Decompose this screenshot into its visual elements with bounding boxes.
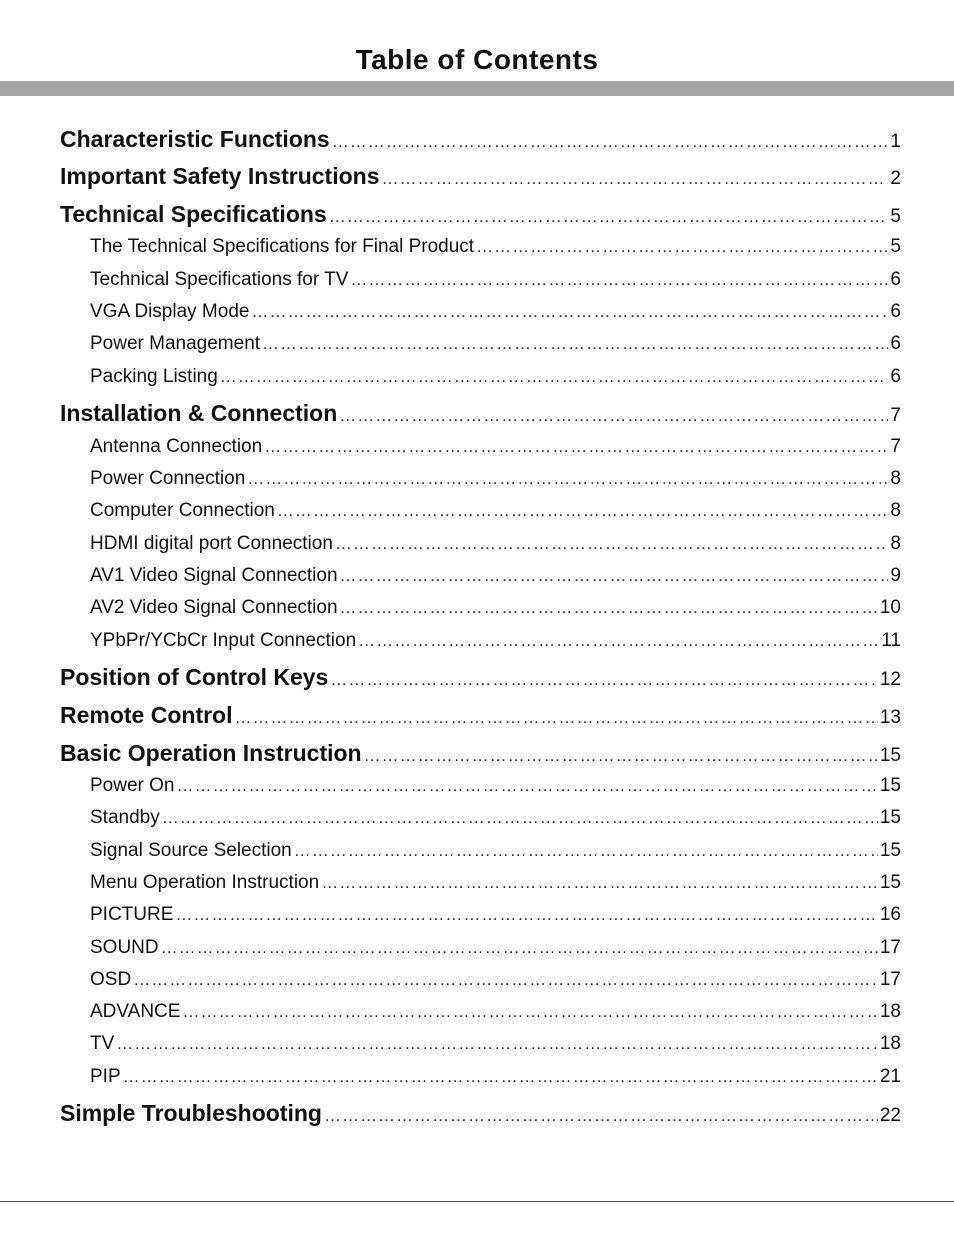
- page-title: Table of Contents: [355, 44, 599, 75]
- toc-entry[interactable]: [90, 807, 901, 829]
- dot-leader: [116, 1034, 878, 1054]
- toc-entry-page: 18: [879, 1033, 901, 1054]
- header-bar: [0, 81, 954, 96]
- toc-entry[interactable]: [60, 740, 901, 767]
- toc-entry-page: 10: [879, 597, 901, 618]
- toc-entry[interactable]: [90, 236, 901, 258]
- toc-entry-label: Simple Troubleshooting: [60, 1100, 322, 1126]
- dot-leader: [247, 469, 888, 489]
- toc-entry-label: VGA Display Mode: [90, 301, 250, 322]
- toc-entry-label: Remote Control: [60, 702, 233, 728]
- toc-entry-page: 15: [879, 807, 901, 828]
- toc-entry-label: Menu Operation Instruction: [90, 872, 320, 893]
- toc-entry-page: 17: [879, 937, 901, 958]
- dot-leader: [476, 237, 888, 257]
- toc-entry[interactable]: [60, 400, 901, 427]
- toc-entry-page: 6: [890, 301, 901, 322]
- toc-entry-page: 8: [890, 468, 901, 489]
- dot-leader: [332, 132, 889, 152]
- toc-entry-page: 9: [890, 565, 901, 586]
- toc-entry-page: 6: [890, 333, 901, 354]
- toc-entry-page: 1: [890, 131, 901, 152]
- dot-leader: [294, 841, 878, 861]
- footer-rule: [0, 1201, 954, 1202]
- dot-leader: [329, 207, 889, 227]
- toc-entry-page: 13: [879, 707, 901, 728]
- dot-leader: [235, 708, 878, 728]
- toc-entry-page: 22: [879, 1105, 901, 1126]
- dot-leader: [264, 437, 888, 457]
- toc-entry-page: 21: [879, 1066, 901, 1087]
- toc-entry[interactable]: [90, 366, 901, 388]
- toc-entry-page: 8: [890, 533, 901, 554]
- toc-entry[interactable]: [60, 702, 901, 729]
- toc-entry-label: Important Safety Instructions: [60, 163, 380, 189]
- toc-entry-label: OSD: [90, 969, 132, 990]
- toc-entry[interactable]: [60, 201, 901, 228]
- toc-entry-page: 15: [879, 872, 901, 893]
- toc-entry-label: Position of Control Keys: [60, 664, 329, 690]
- toc-entry[interactable]: [90, 500, 901, 522]
- toc-entry-page: 15: [879, 745, 901, 766]
- toc-entry[interactable]: [90, 468, 901, 490]
- toc-entry[interactable]: [90, 565, 901, 587]
- toc-entry[interactable]: [60, 1100, 901, 1127]
- dot-leader: [262, 334, 888, 354]
- toc-entry-page: 12: [879, 669, 901, 690]
- toc-entry-label: Power On: [90, 775, 175, 796]
- toc-entry[interactable]: [90, 533, 901, 555]
- toc-entry[interactable]: [90, 333, 901, 355]
- toc-entry-page: 6: [890, 366, 901, 387]
- toc-entry-label: Technical Specifications: [60, 201, 327, 227]
- toc-entry-page: 7: [890, 436, 901, 457]
- dot-leader: [358, 631, 879, 651]
- dot-leader: [350, 270, 888, 290]
- toc-entry-page: 11: [881, 630, 901, 651]
- toc-entry-page: 5: [890, 236, 901, 257]
- dot-leader: [381, 169, 888, 189]
- toc-entry-page: 15: [879, 840, 901, 861]
- toc-entry-label: Power Connection: [90, 468, 246, 489]
- toc-entry-label: AV2 Video Signal Connection: [90, 597, 338, 618]
- toc-entry-label: Computer Connection: [90, 500, 275, 521]
- toc-entry-page: 8: [890, 500, 901, 521]
- dot-leader: [251, 302, 888, 322]
- toc-entry-page: 17: [879, 969, 901, 990]
- toc-entry-label: AV1 Video Signal Connection: [90, 565, 338, 586]
- dot-leader: [277, 501, 889, 521]
- toc-entry-page: 15: [879, 775, 901, 796]
- toc-entry-page: 6: [890, 269, 901, 290]
- toc-entry-page: 7: [890, 405, 901, 426]
- toc-entry-label: Characteristic Functions: [60, 126, 330, 152]
- toc-entry-label: PICTURE: [90, 904, 174, 925]
- toc-entry-label: The Technical Specifications for Final Product: [90, 236, 475, 257]
- toc-entry[interactable]: [90, 904, 901, 926]
- toc-entry-label: HDMI digital port Connection: [90, 533, 333, 554]
- toc-entry-page: 16: [879, 904, 901, 925]
- toc-entry-label: Basic Operation Instruction: [60, 740, 362, 766]
- toc-entry[interactable]: [90, 969, 901, 991]
- toc-entry-label: Power Management: [90, 333, 261, 354]
- toc-entry-page: 2: [890, 168, 901, 189]
- toc-entry-label: ADVANCE: [90, 1001, 181, 1022]
- toc-entry-label: TV: [90, 1033, 115, 1054]
- toc-entry[interactable]: [60, 126, 901, 153]
- toc-entry[interactable]: [60, 664, 901, 691]
- toc-entry[interactable]: [90, 840, 901, 862]
- dot-leader: [324, 1106, 878, 1126]
- dot-leader: [335, 534, 889, 554]
- toc-entry-page: 18: [879, 1001, 901, 1022]
- toc-entry-label: Technical Specifications for TV: [90, 269, 349, 290]
- toc-entry[interactable]: [60, 163, 901, 190]
- dot-leader: [175, 905, 877, 925]
- toc-entry-label: PIP: [90, 1066, 121, 1087]
- dot-leader: [176, 776, 877, 796]
- dot-leader: [321, 873, 878, 893]
- toc-entry[interactable]: [90, 436, 901, 458]
- dot-leader: [330, 670, 878, 690]
- toc-entry-label: Standby: [90, 807, 160, 828]
- toc-entry[interactable]: [90, 775, 901, 797]
- toc-entry-page: 5: [890, 206, 901, 227]
- dot-leader: [133, 970, 878, 990]
- toc-entry[interactable]: [90, 301, 901, 323]
- toc-entry[interactable]: [90, 630, 901, 652]
- dot-leader: [162, 808, 878, 828]
- toc-entry[interactable]: [90, 872, 901, 894]
- toc-entry-label: YPbPr/YCbCr Input Connection: [90, 630, 357, 651]
- toc-entry-label: Packing Listing: [90, 366, 218, 387]
- dot-leader: [182, 1002, 877, 1022]
- dot-leader: [123, 1067, 878, 1087]
- dot-leader: [339, 406, 888, 426]
- toc-entry[interactable]: [90, 1033, 901, 1055]
- dot-leader: [340, 598, 878, 618]
- toc-entry-label: Signal Source Selection: [90, 840, 292, 861]
- dot-leader: [161, 938, 878, 958]
- toc-entry[interactable]: [90, 937, 901, 959]
- toc-entry[interactable]: [90, 1066, 901, 1088]
- toc-entry[interactable]: [90, 597, 901, 619]
- dot-leader: [220, 367, 889, 387]
- toc-entry-label: Antenna Connection: [90, 436, 263, 457]
- toc-entry[interactable]: [90, 269, 901, 291]
- toc-entry-label: Installation & Connection: [60, 400, 338, 426]
- dot-leader: [340, 566, 889, 586]
- toc-entry[interactable]: [90, 1001, 901, 1023]
- dot-leader: [364, 746, 878, 766]
- toc-entry-label: SOUND: [90, 937, 159, 958]
